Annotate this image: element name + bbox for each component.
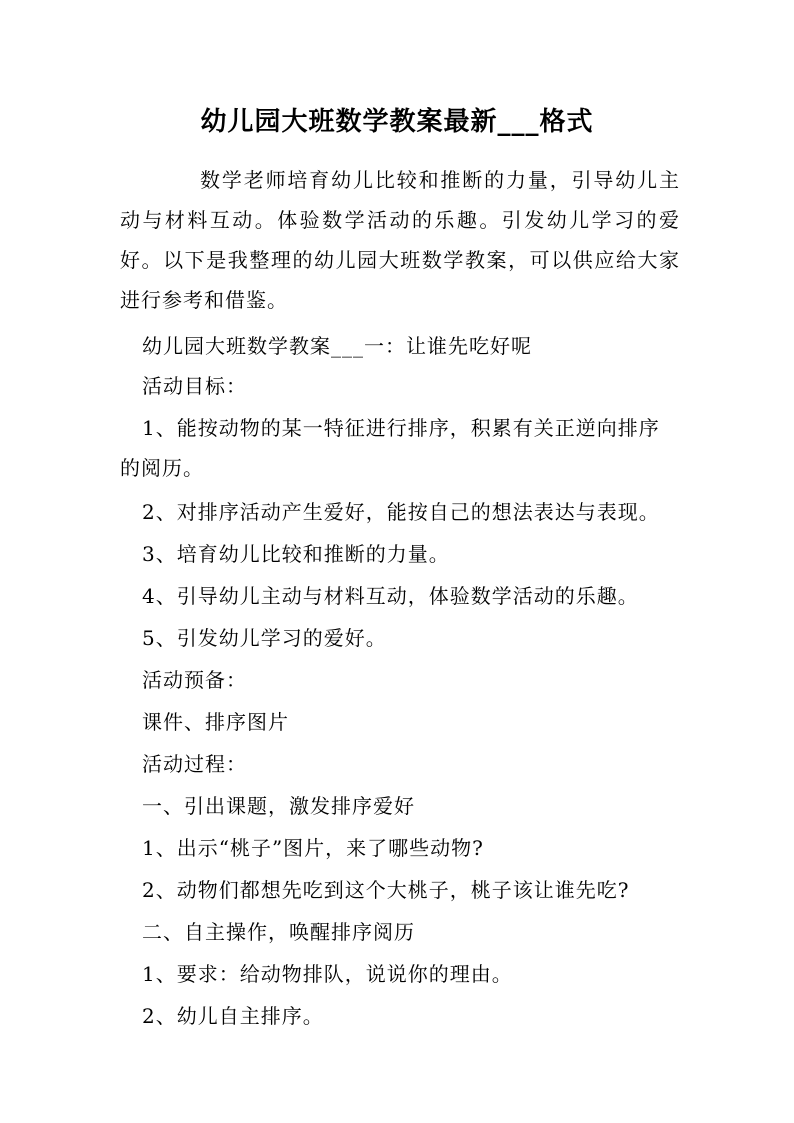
goal-item-2: 2、对排序活动产生爱好，能按自己的想法表达与表现。 xyxy=(142,500,660,524)
goal-item-5: 5、引发幼儿学习的爱好。 xyxy=(142,626,387,650)
goal-item-4: 4、引导幼儿主动与材料互动，体验数学活动的乐趣。 xyxy=(142,584,639,608)
step1-heading: 一、引出课题，激发排序爱好 xyxy=(142,794,415,818)
goal-item-3: 3、培育幼儿比较和推断的力量。 xyxy=(142,542,450,566)
document-title: 幼儿园大班数学教案最新___格式 xyxy=(200,107,594,137)
step1-item-2: 2、动物们都想先吃到这个大桃子，桃子该让谁先吃? xyxy=(142,878,630,902)
step2-item-2: 2、幼儿自主排序。 xyxy=(142,1004,324,1028)
step2-item-1: 1、要求：给动物排队，说说你的理由。 xyxy=(142,962,513,986)
goals-heading: 活动目标： xyxy=(142,374,247,398)
prep-heading: 活动预备： xyxy=(142,668,247,692)
step2-heading: 二、自主操作，唤醒排序阅历 xyxy=(142,920,415,944)
goal-item-1: 1、能按动物的某一特征进行排序，积累有关正逆向排序的阅历。 xyxy=(120,416,660,480)
lesson-heading: 幼儿园大班数学教案___一：让谁先吃好呢 xyxy=(142,334,532,358)
process-heading: 活动过程： xyxy=(142,752,247,776)
step1-item-1: 1、出示“桃子”图片，来了哪些动物? xyxy=(142,836,484,860)
prep-items: 课件、排序图片 xyxy=(142,710,289,734)
intro-paragraph: 数学老师培育幼儿比较和推断的力量，引导幼儿主动与材料互动。体验数学活动的乐趣。引发幼儿学习的爱好。以下是我整理的幼儿园大班数学教案，可以供应给大家进行参考和借鉴。 xyxy=(120,168,680,312)
